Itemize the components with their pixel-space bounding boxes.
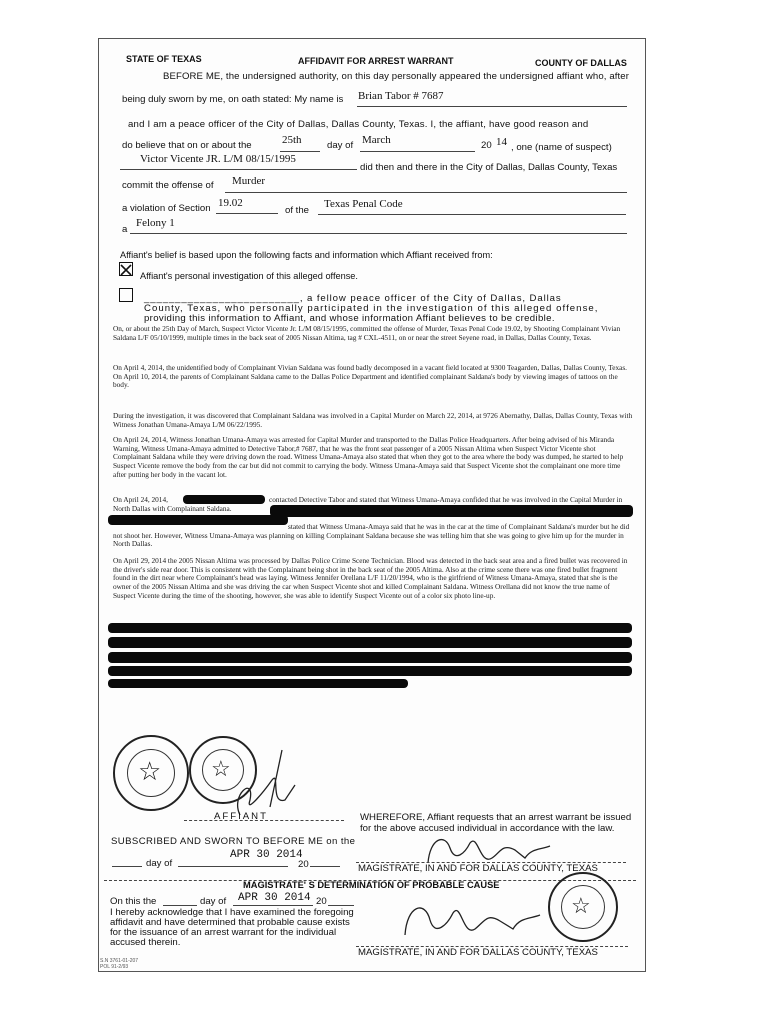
intro-line-1: BEFORE ME, the undersigned authority, on this day personally appeared the undersigned affiant who, after — [163, 71, 630, 82]
determination-day-of: day of — [200, 896, 227, 907]
subscribed-day-of: day of — [146, 858, 173, 869]
magistrate-line-label: MAGISTRATE, IN AND FOR DALLAS COUNTY, TEXAS — [358, 863, 598, 874]
affiant-label: AFFIANT — [214, 811, 268, 822]
offense-line — [225, 192, 627, 193]
check2-line-3: providing this information to Affiant, and whose information Affiant believes to be credible. — [144, 313, 555, 324]
star-icon: ☆ — [211, 756, 231, 781]
fact-paragraph-6: stated that Witness Umana-Amaya said that he was in the car at the time of Complainant Saldana's murder but he did not shoot her. However, Witness Umana-Amaya was planning on killing Complainant Saldana because she was telling him that she was going to give him up for the murder in North Dallas. — [113, 522, 630, 549]
county-label: COUNTY OF DALLAS — [535, 58, 627, 68]
star-icon: ☆ — [138, 756, 162, 786]
subscribed-twenty: 20 — [298, 859, 309, 870]
year-prefix: 20 — [481, 140, 492, 151]
degree-value: Felony 1 — [136, 217, 175, 229]
fact-paragraph-2: On April 4, 2014, the unidentified body of Complainant Vivian Saldana was found badly decomposed in a vacant field located at 9300 Teagarden, Dallas, Dallas County, Texas. On April 10, 2014, the parents of Complainant Saldana came to the Dallas Police Department and identified complainant Saldana's body by viewing images of tattoos on the body. — [113, 363, 627, 390]
redaction-bar — [108, 679, 408, 688]
degree-prefix: a — [122, 224, 128, 235]
personal-investigation-checkbox[interactable] — [119, 262, 133, 276]
affiant-name: Brian Tabor # 7687 — [358, 90, 444, 102]
determination-on-this: On this the — [110, 896, 157, 907]
fact-paragraph-5: contacted Detective Tabor and stated that Witness Umana-Amaya confided that he was involved in the Capital Murder in North Dallas with Complainant Saldana. — [113, 495, 623, 513]
city-seal — [548, 872, 618, 942]
intro-line-3: and I am a peace officer of the City of Dallas, Dallas County, Texas. I, the affiant, have good reason and — [128, 119, 589, 130]
determination-line-4: for the issuance of an arrest warrant for the individual — [110, 927, 337, 938]
determination-twenty: 20 — [316, 896, 327, 907]
determination-month-line — [233, 905, 313, 906]
month-value: March — [362, 134, 391, 146]
intro-line-5: did then and there in the City of Dallas, Dallas County, Texas — [360, 162, 618, 173]
determination-line-3: affidavit and have determined that probable cause exists — [110, 917, 350, 928]
affiant-name-line — [357, 106, 627, 107]
state-label: STATE OF TEXAS — [126, 54, 202, 64]
fellow-officer-checkbox[interactable] — [119, 288, 133, 302]
suspect-line — [120, 169, 357, 170]
determination-line-5: accused therein. — [110, 937, 181, 948]
subscribed-label: SUBSCRIBED AND SWORN TO BEFORE ME on the — [111, 836, 356, 847]
intro-line-2: being duly sworn by me, on oath stated: My name is — [122, 94, 344, 105]
city-seal — [113, 735, 189, 811]
intro-line-4: do believe that on or about the — [122, 140, 252, 151]
wherefore-line-1: WHEREFORE, Affiant requests that an arrest warrant be issued — [360, 812, 632, 823]
code-line — [318, 214, 626, 215]
determination-day-line — [163, 905, 197, 906]
magistrate-line-label-2: MAGISTRATE, IN AND FOR DALLAS COUNTY, TEXAS — [358, 947, 598, 958]
of-the-label: of the — [285, 205, 310, 216]
redaction-bar — [108, 666, 632, 676]
degree-line — [130, 233, 627, 234]
fact-paragraph-5-start: On April 24, 2014, — [113, 495, 168, 504]
day-value: 25th — [282, 134, 302, 146]
subscribed-year-line — [310, 866, 340, 867]
suspect-label: , one (name of suspect) — [511, 142, 612, 153]
suspect-name: Victor Vicente JR. L/M 08/15/1995 — [140, 153, 296, 165]
date-stamp: APR 30 2014 — [230, 849, 303, 861]
redaction-bar — [108, 623, 632, 633]
section-value: 19.02 — [218, 197, 243, 209]
belief-intro: Affiant's belief is based upon the following facts and information which Affiant received from: — [120, 250, 493, 260]
determination-title: MAGISTRATE' S DETERMINATION OF PROBABLE CAUSE — [243, 880, 500, 890]
star-icon: ☆ — [571, 893, 591, 918]
wherefore-line-2: for the above accused individual in accordance with the law. — [360, 823, 615, 834]
year-value: 14 — [496, 136, 507, 148]
check2-line-1: _________________________, a fellow peace officer of the City of Dallas, Dallas — [144, 293, 562, 304]
offense-value: Murder — [232, 175, 265, 187]
magistrate-signature — [395, 895, 545, 945]
redaction-bar — [108, 637, 632, 648]
redaction-bar — [108, 652, 632, 663]
fact-paragraph-1: On, or about the 25th Day of March, Suspect Victor Vicente Jr. L/M 08/15/1995, committed the offense of Murder, Texas Penal Code 19.02, by Shooting Complainant Vivian Saldana L/F 05/10/1999, multiple times in the back seat of 2005 Nissan Altima, tag # CXL-4511, on or near the street Seyene road, in Dallas, Dallas County, Texas. — [113, 324, 621, 342]
fact-paragraph-3: During the investigation, it was discovered that Complainant Saldana was involved in a Capital Murder on March 22, 2014, at 9726 Abernathy, Dallas, Dallas County, Texas with Witness Jonathan Umana-Amaya L/M 06/22/1995. — [113, 411, 633, 429]
check-x-icon — [120, 264, 132, 276]
month-line — [360, 151, 475, 152]
fact-paragraph-4: On April 24, 2014, Witness Jonathan Umana-Amaya was arrested for Capital Murder and transported to the Dallas Police Headquarters. After being advised of his Miranda Warning, Witness Umana-Amaya admitted to Detective Tabor,# 7687, that he was the front seat passenger of a 2005 Nissan Altima when Suspect Victor Vicente shot Complainant Saldana while they were driving down the road. Witness Umana-Amaya also stated that when they got to the area where the body was dumped, he started to help Suspect Vicente remove the body from the car but did not commit to carrying the body. Witness Umana-Amaya said that Suspect Vicente shot the complainant one more time after putting her body in the vacant lot. — [113, 435, 624, 479]
determination-year-line — [328, 905, 354, 906]
determination-line-2: I hereby acknowledge that I have examined the foregoing — [110, 907, 354, 918]
offense-label: commit the offense of — [122, 180, 214, 191]
code-value: Texas Penal Code — [324, 198, 403, 210]
fact-paragraph-7: On April 29, 2014 the 2005 Nissan Altima was processed by Dallas Police Crime Scene Technician. Blood was detected in the back seat area and a fired bullet was recovered in the driver's side rear door. This is consistent with the Complainant being shot in the back seat of the 2005 Altima. Also at the crime scene there was one fired bullet fragment found in the dirt near where Complainant's head was laying. Witness Jennifer Orellana L/F 11/20/1994, who is the girlfriend of Witness Umana-Amaya, stated that she is the owner of the 2005 Nissan Altima and she was driving the car when Suspect Vicente shot and killed Complainant Saldana. Witness Orellana did not know the true name of Suspect Vicente during the time of the shooting, however, she was able to identify Suspect Vicente out of a color six photo line-up. — [113, 556, 628, 600]
check1-label: Affiant's personal investigation of this alleged offense. — [140, 271, 358, 281]
redaction-bar — [270, 505, 633, 517]
determination-date-stamp: APR 30 2014 — [238, 892, 311, 904]
day-of-label: day of — [327, 140, 354, 151]
section-line — [216, 213, 278, 214]
subscribed-day-line — [112, 866, 142, 867]
subscribed-month-line — [178, 866, 288, 867]
affiant-signature — [210, 745, 310, 820]
violation-label: a violation of Section — [122, 203, 211, 214]
form-number: S.N 3761-01-207 — [100, 958, 139, 964]
day-line — [280, 151, 320, 152]
form-revision: POL 91-2/93 — [100, 964, 129, 970]
check2-line-2: County, Texas, who personally participated in the investigation of this alleged offense, — [144, 303, 599, 314]
form-title: AFFIDAVIT FOR ARREST WARRANT — [298, 56, 454, 66]
